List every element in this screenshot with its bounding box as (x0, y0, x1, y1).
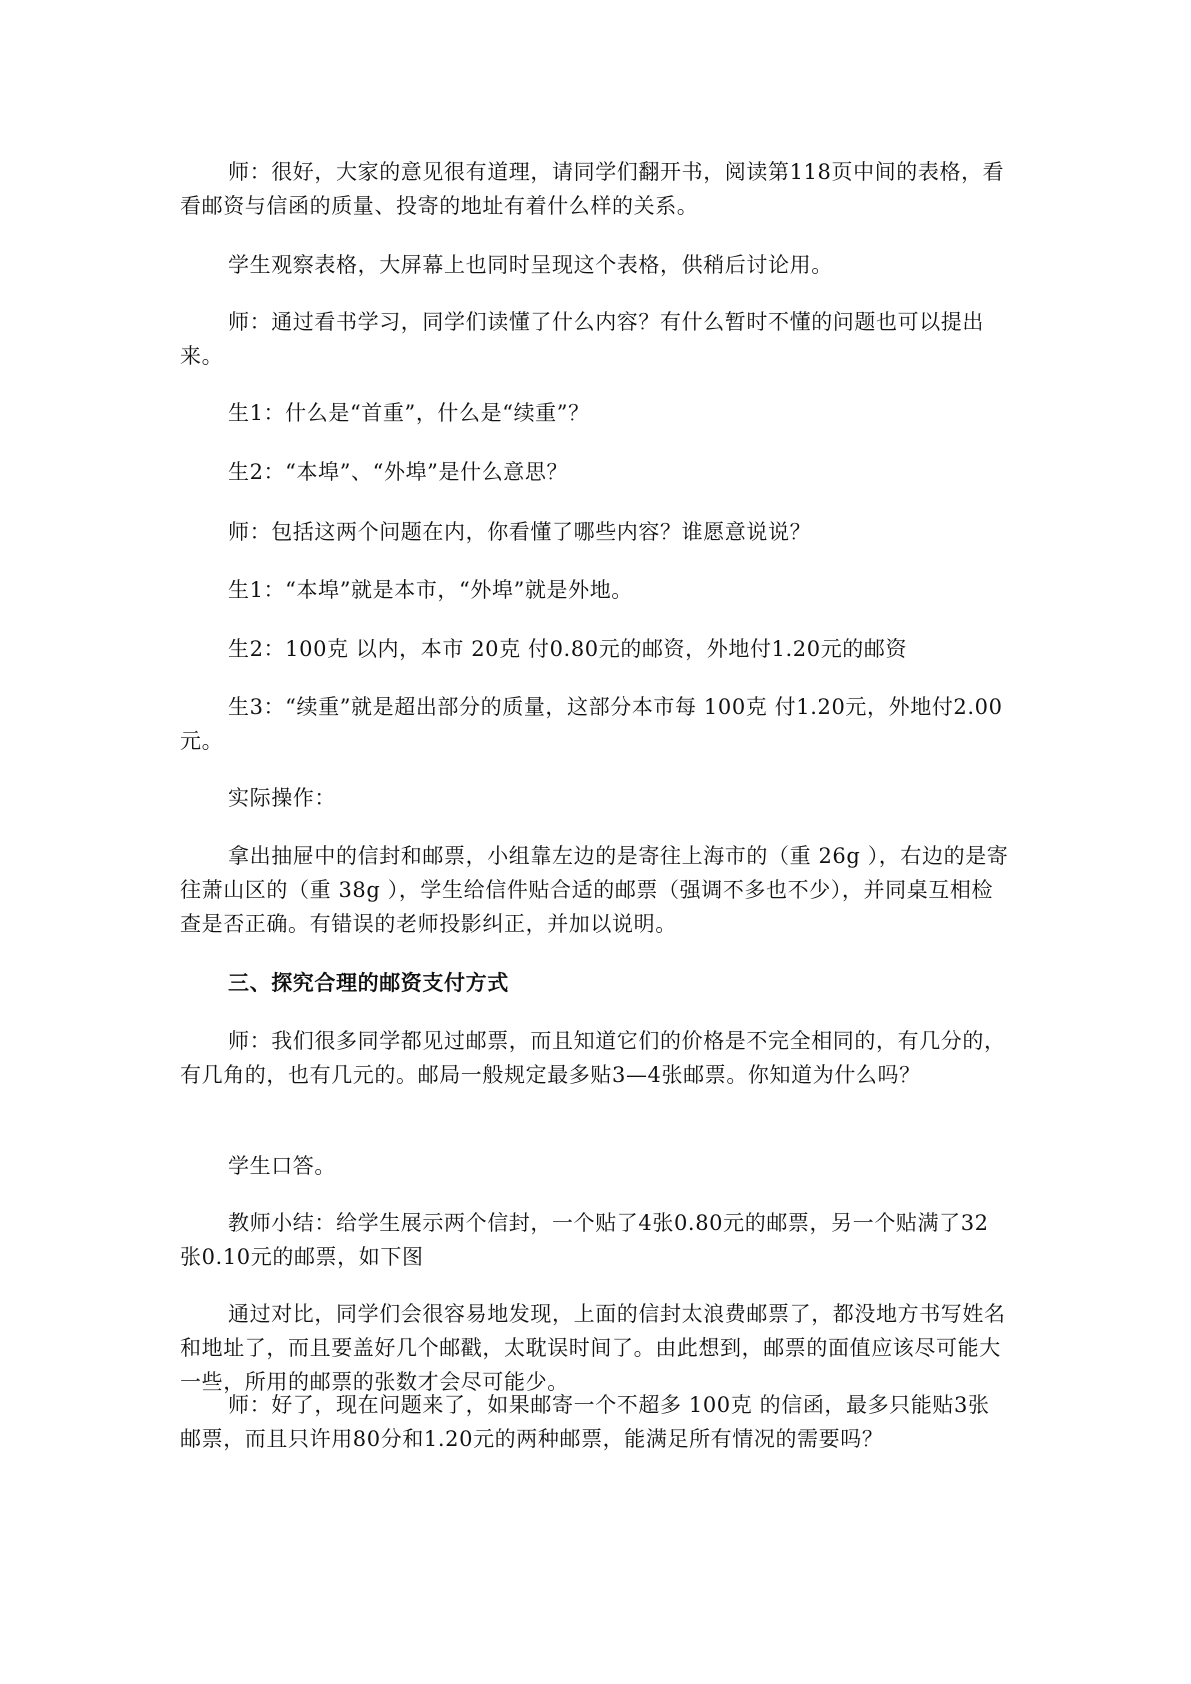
paragraph-teacher-summary: 教师小结：给学生展示两个信封，一个贴了4张0.80元的邮票，另一个贴满了32张0.10元的邮票，如下图 (180, 1211, 989, 1269)
paragraph-teacher-stamps: 师：我们很多同学都见过邮票，而且知道它们的价格是不完全相同的，有几分的，有几角的，也有几元的。邮局一般规定最多贴3—4张邮票。你知道为什么吗？ (180, 1029, 1006, 1087)
paragraph-students-answer: 学生口答。 (228, 1154, 336, 1178)
paragraph-teacher-read-table: 师：很好，大家的意见很有道理，请同学们翻开书，阅读第118页中间的表格，看看邮资与信函的质量、投寄的地址有着什么样的关系。 (180, 160, 1005, 218)
paragraph-teacher-ask-questions: 师：通过看书学习，同学们读懂了什么内容？有什么暂时不懂的问题也可以提出来。 (180, 310, 984, 368)
paragraph-student1-question: 生1：什么是“首重”，什么是“续重”？ (228, 401, 590, 425)
paragraph-student2-question: 生2：“本埠”、“外埠”是什么意思？ (228, 460, 569, 484)
paragraph-student3-answer: 生3：“续重”就是超出部分的质量，这部分本市每 100克 付1.20元，外地付2.00元。 (180, 695, 1003, 753)
paragraph-teacher-problem: 师：好了，现在问题来了，如果邮寄一个不超多 100克 的信函，最多只能贴3张邮票，而且只许用80分和1.20元的两种邮票，能满足所有情况的需要吗？ (180, 1393, 990, 1451)
section-heading: 三、探究合理的邮资支付方式 (228, 970, 509, 995)
paragraph-teacher-followup: 师：包括这两个问题在内，你看懂了哪些内容？谁愿意说说？ (228, 520, 812, 544)
paragraph-practice-instructions: 拿出抽屉中的信封和邮票，小组靠左边的是寄往上海市的（重 26g ），右边的是寄往萧山区的（重 38g ），学生给信件贴合适的邮票（强调不多也不少），并同桌互相检查是否正确。有错误的老师投影纠正，并加以说明。 (180, 844, 1009, 936)
paragraph-student1-answer: 生1：“本埠”就是本市，“外埠”就是外地。 (228, 578, 633, 602)
paragraph-practice-label: 实际操作： (228, 786, 336, 810)
paragraph-student2-answer: 生2：100克 以内，本市 20克 付0.80元的邮资，外地付1.20元的邮资 (228, 637, 908, 661)
paragraph-students-observe: 学生观察表格，大屏幕上也同时呈现这个表格，供稍后讨论用。 (228, 253, 833, 277)
paragraph-comparison: 通过对比，同学们会很容易地发现，上面的信封太浪费邮票了，都没地方书写姓名和地址了，而且要盖好几个邮戳，太耽误时间了。由此想到，邮票的面值应该尽可能大一些，所用的邮票的张数才会尽可能少。 (180, 1302, 1006, 1394)
